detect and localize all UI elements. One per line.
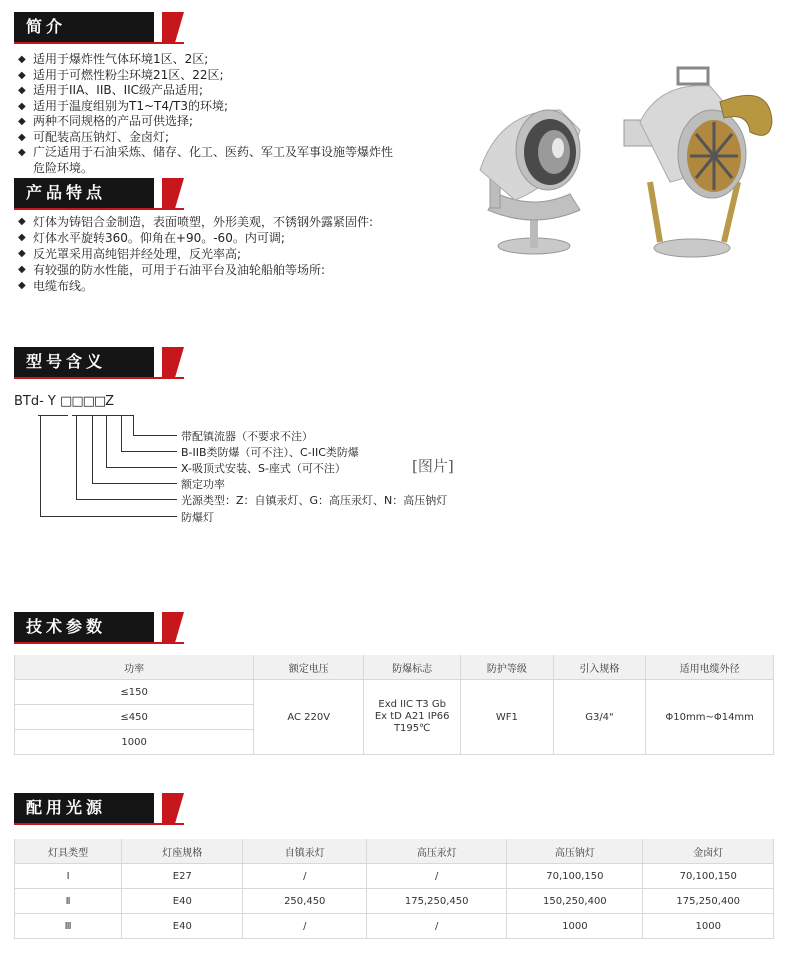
table-cell: 70,100,150 bbox=[507, 864, 643, 889]
table-cell: E27 bbox=[122, 864, 243, 889]
cable-cell: Φ10mm~Φ14mm bbox=[646, 680, 774, 755]
product-image-floodlight-1 bbox=[470, 90, 600, 260]
column-header: 防护等级 bbox=[461, 655, 553, 680]
table-cell: 250,450 bbox=[243, 889, 367, 914]
table-cell: / bbox=[243, 864, 367, 889]
light-table-header bbox=[15, 839, 774, 864]
column-header: 引入规格 bbox=[553, 655, 646, 680]
list-item: ◆ 适用于可燃性粉尘环境21区、22区; bbox=[18, 68, 398, 84]
table-cell: E40 bbox=[122, 889, 243, 914]
image-placeholder: [图片] bbox=[412, 457, 454, 475]
table-cell: 175,250,400 bbox=[643, 889, 774, 914]
column-header: 适用电缆外径 bbox=[646, 655, 774, 680]
tech-table-header bbox=[15, 655, 774, 680]
table-cell: 175,250,450 bbox=[367, 889, 507, 914]
list-item: ◆ 电缆布线。 bbox=[18, 278, 458, 294]
model-header bbox=[14, 347, 180, 377]
features-header bbox=[14, 178, 180, 208]
power-cell: ≤450 bbox=[15, 705, 254, 730]
voltage-cell: AC 220V bbox=[254, 680, 364, 755]
column-header: 防爆标志 bbox=[364, 655, 461, 680]
intro-list bbox=[18, 52, 398, 176]
product-image-floodlight-2 bbox=[620, 62, 780, 262]
table-cell: / bbox=[367, 864, 507, 889]
model-label: X-吸顶式安装、S-座式（可不注） bbox=[181, 462, 346, 475]
table-cell: / bbox=[243, 914, 367, 939]
model-title: 型号含义 bbox=[26, 352, 107, 371]
list-item: ◆ 广泛适用于石油采炼、储存、化工、医药、军工及军事设施等爆炸性危险环境。 bbox=[18, 145, 398, 176]
list-item: ◆ 反光罩采用高纯铝并经处理，反光率高; bbox=[18, 246, 458, 262]
exmark-line: T195℃ bbox=[393, 723, 431, 734]
model-label: 防爆灯 bbox=[181, 511, 214, 524]
list-item: ◆ 适用于IIA、IIB、IIC级产品适用; bbox=[18, 83, 398, 99]
table-cell: 70,100,150 bbox=[643, 864, 774, 889]
power-cell: 1000 bbox=[15, 730, 254, 755]
tech-table bbox=[14, 655, 774, 755]
column-header: 灯座规格 bbox=[122, 839, 243, 864]
table-row bbox=[15, 889, 774, 914]
column-header: 自镇汞灯 bbox=[243, 839, 367, 864]
tech-title: 技术参数 bbox=[26, 617, 107, 636]
model-code-boxes: □□□□ bbox=[60, 394, 106, 409]
table-row bbox=[15, 680, 774, 705]
model-label: B-IIB类防爆（可不注）、C-IIC类防爆 bbox=[181, 446, 359, 459]
model-label: 带配镇流器（不要求不注） bbox=[181, 430, 313, 443]
table-row bbox=[15, 914, 774, 939]
column-header: 灯具类型 bbox=[15, 839, 122, 864]
column-header: 高压汞灯 bbox=[367, 839, 507, 864]
intro-header bbox=[14, 12, 180, 42]
protection-cell: WF1 bbox=[461, 680, 553, 755]
column-header: 金卤灯 bbox=[643, 839, 774, 864]
table-row bbox=[15, 864, 774, 889]
table-cell: Ⅱ bbox=[15, 889, 122, 914]
model-code bbox=[14, 394, 114, 409]
list-item: ◆ 两种不同规格的产品可供选择; bbox=[18, 114, 398, 130]
table-cell: / bbox=[367, 914, 507, 939]
tech-header bbox=[14, 612, 180, 642]
features-list bbox=[18, 214, 458, 294]
list-item: ◆ 可配装高压钠灯、金卤灯; bbox=[18, 130, 398, 146]
table-cell: 150,250,400 bbox=[507, 889, 643, 914]
list-item: ◆ 适用于爆炸性气体环境1区、2区; bbox=[18, 52, 398, 68]
list-item: ◆ 适用于温度组别为T1~T4/T3的环境; bbox=[18, 99, 398, 115]
exmark-line: Ex tD A21 IP66 bbox=[374, 711, 450, 722]
list-item: ◆ 灯体为铸铝合金制造，表面喷塑，外形美观，不锈钢外露紧固件: bbox=[18, 214, 458, 230]
intro-title: 简介 bbox=[26, 17, 67, 36]
list-item: ◆ 有较强的防水性能，可用于石油平台及油轮船舶等场所: bbox=[18, 262, 458, 278]
light-title: 配用光源 bbox=[26, 798, 107, 817]
table-cell: 1000 bbox=[643, 914, 774, 939]
model-label: 额定功率 bbox=[181, 478, 225, 491]
column-header: 额定电压 bbox=[254, 655, 364, 680]
column-header: 高压钠灯 bbox=[507, 839, 643, 864]
table-cell: E40 bbox=[122, 914, 243, 939]
entry-cell: G3/4" bbox=[553, 680, 646, 755]
list-item: ◆ 灯体水平旋转360。仰角在+90。-60。内可调; bbox=[18, 230, 458, 246]
model-code-prefix: BTd- Y bbox=[14, 394, 56, 409]
model-code-suffix: Z bbox=[105, 394, 115, 409]
exmark-line: Exd IIC T3 Gb bbox=[378, 699, 446, 710]
table-cell: Ⅰ bbox=[15, 864, 122, 889]
features-title: 产品特点 bbox=[26, 183, 107, 202]
power-cell: ≤150 bbox=[15, 680, 254, 705]
table-cell: 1000 bbox=[507, 914, 643, 939]
light-header bbox=[14, 793, 180, 823]
model-label: 光源类型：Z：自镇汞灯、G：高压汞灯、N：高压钠灯 bbox=[181, 494, 448, 507]
table-cell: Ⅲ bbox=[15, 914, 122, 939]
light-table bbox=[14, 839, 774, 939]
column-header: 功率 bbox=[15, 655, 254, 680]
exmark-cell bbox=[364, 680, 461, 755]
